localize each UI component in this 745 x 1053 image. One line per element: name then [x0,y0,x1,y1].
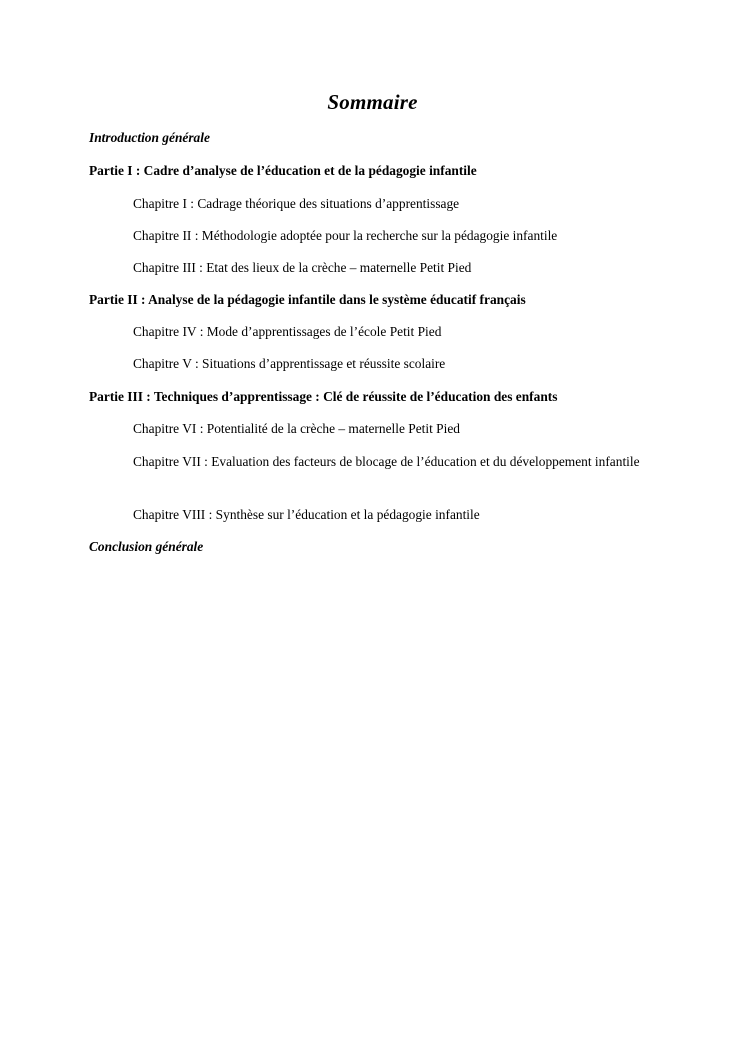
toc-chapter-4: Chapitre IV : Mode d’apprentissages de l’école Petit Pied [133,324,442,339]
toc-part-1: Partie I : Cadre d’analyse de l’éducation et de la pédagogie infantile [89,163,477,178]
toc-chapter-7: Chapitre VII : Evaluation des facteurs de blocage de l’éducation et du développement infantile [133,454,640,469]
toc-chapter-5: Chapitre V : Situations d’apprentissage et réussite scolaire [133,356,446,371]
toc-chapter-8: Chapitre VIII : Synthèse sur l’éducation et la pédagogie infantile [133,507,480,522]
toc-part-3: Partie III : Techniques d’apprentissage : Clé de réussite de l’éducation des enfants [89,389,558,404]
toc-chapter-3: Chapitre III : Etat des lieux de la crèche – maternelle Petit Pied [133,260,472,275]
toc-chapter-6: Chapitre VI : Potentialité de la crèche – maternelle Petit Pied [133,421,460,436]
toc-part-2: Partie II : Analyse de la pédagogie infantile dans le système éducatif français [89,292,526,307]
toc-chapter-2: Chapitre II : Méthodologie adoptée pour la recherche sur la pédagogie infantile [133,228,558,243]
toc-chapter-1: Chapitre I : Cadrage théorique des situations d’apprentissage [133,196,460,211]
toc-conclusion: Conclusion générale [89,539,204,554]
toc-introduction: Introduction générale [89,130,210,145]
page-title: Sommaire [327,90,418,114]
